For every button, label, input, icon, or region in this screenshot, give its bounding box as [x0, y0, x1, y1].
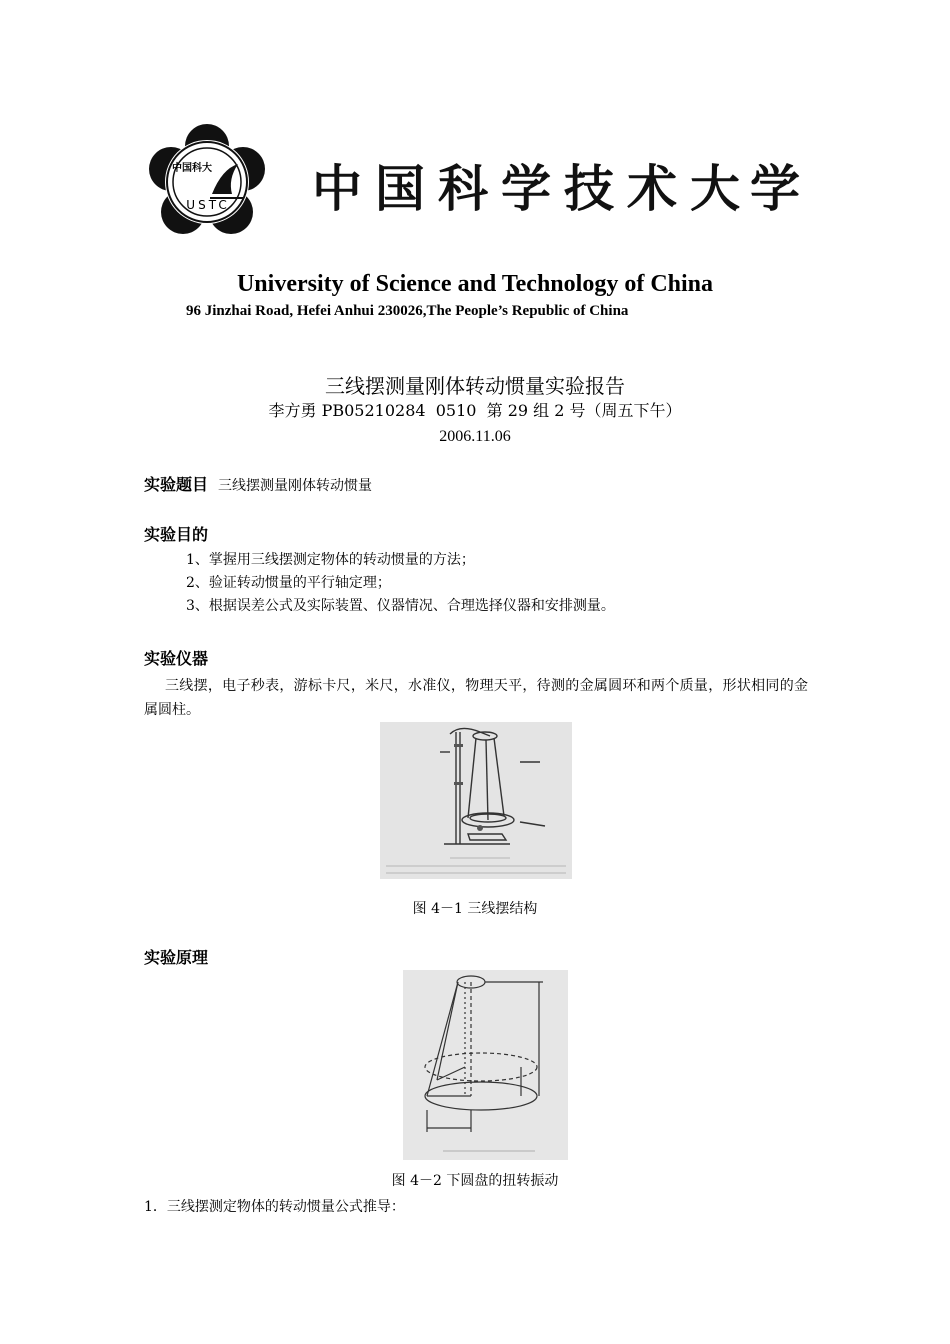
purpose-heading: 实验目的 — [144, 525, 209, 544]
calligraphy-char: 大 — [690, 159, 740, 218]
topic-heading: 实验题目 — [144, 475, 209, 494]
calligraphy-title — [308, 160, 804, 218]
derivation-step-1: 1．三线摆测定物体的转动惯量公式推导： — [144, 1199, 405, 1215]
purpose-item: 1、掌握用三线摆测定物体的转动惯量的方法； — [186, 552, 475, 568]
figure2-caption: 图 4－2 下圆盘的扭转振动 — [391, 1173, 559, 1189]
principle-heading: 实验原理 — [144, 948, 209, 967]
logo-abbr: USTC — [186, 198, 230, 212]
calligraphy-char: 学 — [750, 159, 800, 218]
calligraphy-char: 国 — [375, 159, 425, 218]
purpose-list — [186, 549, 615, 618]
logo-text: 中国科大 — [172, 163, 212, 174]
lower-disk-torsional-oscillation-figure — [403, 970, 568, 1160]
university-address: 96 Jinzhai Road, Hefei Anhui 230026,The People’s Republic of China — [186, 303, 629, 319]
university-name: University of Science and Technology of China — [236, 271, 714, 297]
equipment-text: 三线摆，电子秒表，游标卡尺，米尺，水准仪，物理天平，待测的金属圆环和两个质量，形状相同的金属圆柱。 — [144, 678, 808, 718]
report-title: 三线摆测量刚体转动惯量实验报告 — [325, 374, 625, 398]
report-date: 2006.11.06 — [439, 428, 511, 445]
purpose-item: 2、验证转动惯量的平行轴定理； — [186, 575, 391, 591]
report-author-line: 李方勇 PB05210284 0510 第 29 组 2 号（周五下午） — [268, 401, 682, 420]
topic-text: 三线摆测量刚体转动惯量 — [218, 478, 373, 494]
calligraphy-char: 学 — [501, 159, 551, 218]
figure1-caption: 图 4－1 三线摆结构 — [412, 901, 538, 917]
purpose-item: 3、根据误差公式及实际装置、仪器情况、合理选择仪器和安排测量。 — [186, 598, 615, 614]
calligraphy-char: 中 — [312, 159, 362, 218]
calligraphy-char: 技 — [564, 159, 614, 218]
topic-row — [144, 474, 372, 497]
university-logo — [148, 124, 266, 238]
calligraphy-char: 术 — [627, 159, 677, 218]
trifilar-pendulum-structure-figure — [380, 722, 572, 879]
calligraphy-char: 科 — [438, 159, 488, 218]
equipment-heading: 实验仪器 — [144, 649, 209, 668]
